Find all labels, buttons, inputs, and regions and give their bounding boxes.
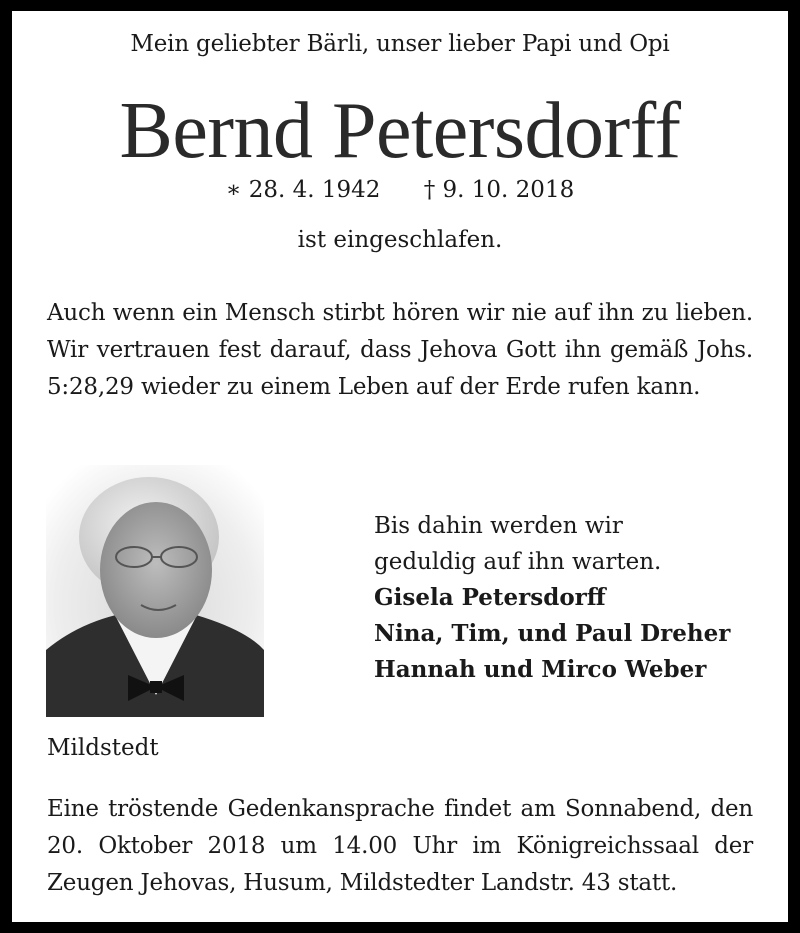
portrait-photo xyxy=(46,465,264,717)
intro-line: Mein geliebter Bärli, unser lieber Papi und Opi xyxy=(130,31,670,57)
message-line: geduldig auf ihn warten. xyxy=(374,549,662,575)
obituary-notice xyxy=(12,11,788,922)
subtitle: ist eingeschlafen. xyxy=(297,227,503,253)
place-name: Mildstedt xyxy=(47,735,159,761)
life-dates xyxy=(12,177,788,203)
message-line: Bis dahin werden wir xyxy=(374,513,623,539)
birth-date: ∗ 28. 4. 1942 xyxy=(225,177,381,203)
deceased-name: Bernd Petersdorff xyxy=(119,87,681,175)
mourner-name: Gisela Petersdorff xyxy=(374,584,606,611)
mourner-name: Hannah und Mirco Weber xyxy=(374,656,707,683)
death-date: † 9. 10. 2018 xyxy=(423,177,575,203)
faith-paragraph: Auch wenn ein Mensch stirbt hören wir nie auf ihn zu lieben. Wir vertrauen fest darauf, dass Jehova Gott ihn gemäß Johs. 5:28,29 wieder zu einem Leben auf der Erde rufen kann. xyxy=(47,300,753,400)
closing-message xyxy=(374,508,730,688)
mourner-name: Nina, Tim, und Paul Dreher xyxy=(374,620,731,647)
service-paragraph: Eine tröstende Gedenkansprache findet am Sonnabend, den 20. Oktober 2018 um 14.00 Uhr im Königreichssaal der Zeugen Jehovas, Husum, Mildstedter Landstr. 43 statt. xyxy=(47,796,753,896)
